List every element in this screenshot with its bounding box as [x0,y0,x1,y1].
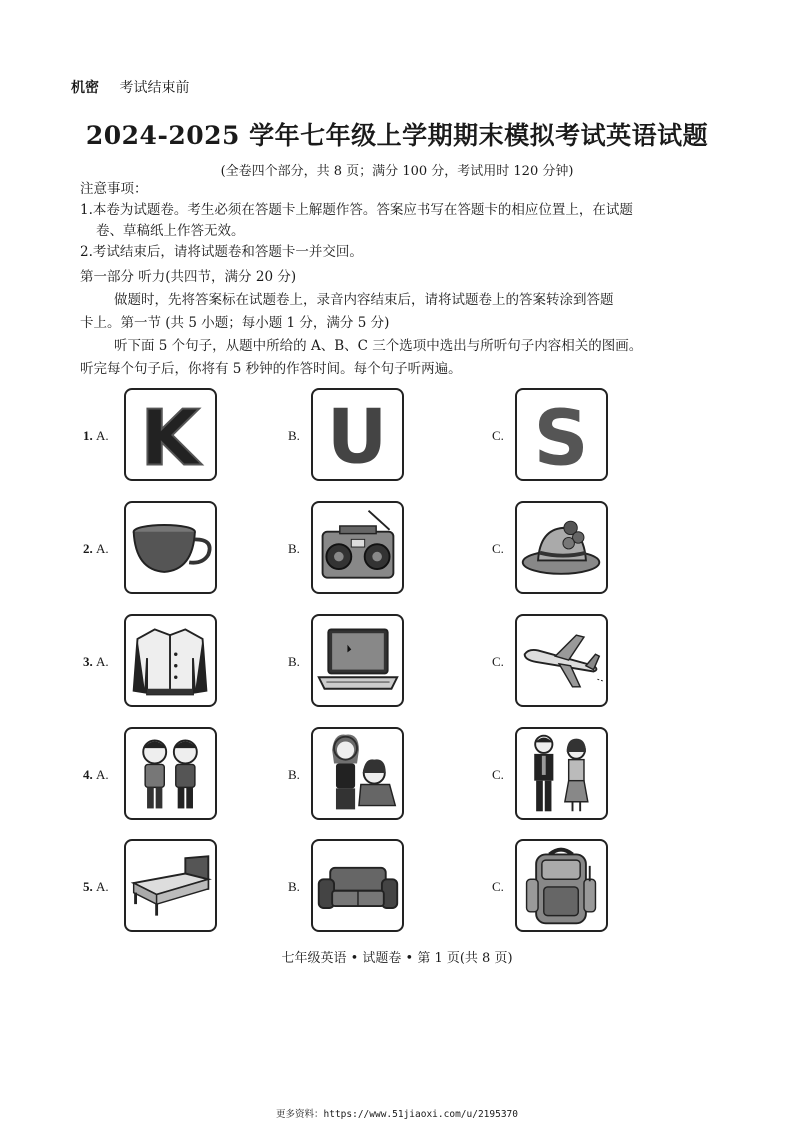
jacket-icon [126,616,215,705]
page-title: 2024-2025 学年七年级上学期期末模拟考试英语试题 [85,121,709,150]
hat-icon [517,503,606,592]
part1-para2-b: 听完每个句子后，你将有 5 秒钟的作答时间。每个句子听两遍。 [80,361,462,377]
q4-option-b-image[interactable] [311,727,404,820]
option-a-label: A. [96,541,109,556]
letter-u-text: U [326,393,388,479]
q2-option-c-image[interactable] [515,501,608,594]
option-a-label: A. [96,767,109,782]
letter-s-icon [517,390,606,479]
option-a-label: A. [96,879,109,894]
q5-option-c-image[interactable] [515,839,608,932]
q2-option-b-image[interactable] [311,501,404,594]
q5-option-b-label: B. [288,879,300,894]
q1-option-a-image[interactable] [124,388,217,481]
notice-heading: 注意事项： [80,181,148,197]
q4-option-c-label: C. [492,767,504,782]
q4-option-b-label: B. [288,767,300,782]
question-number: 2 [83,541,90,556]
question-5-label: 5. A. [83,879,109,894]
letter-k-icon [126,390,215,479]
page-footer: 七年级英语 • 试题卷 • 第 1 页(共 8 页) [281,951,513,966]
q1-option-b-image[interactable] [311,388,404,481]
q2-option-b-label: B. [288,541,300,556]
q5-option-b-image[interactable] [311,839,404,932]
airplane-icon [517,616,606,705]
part1-para1-a: 做题时，先将答案标在试题卷上，录音内容结束后，请将试题卷上的答案转涂到答题 [114,292,614,308]
radio-icon [313,503,402,592]
q1-option-b-label: B. [288,428,300,443]
laptop-icon [313,616,402,705]
cup-icon [126,503,215,592]
bed-icon [126,841,215,930]
question-1-label: 1. A. [83,428,109,443]
notice-item-1: 1.本卷为试题卷。考生必须在答题卡上解题作答。答案应书写在答题卡的相应位置上，在试题 [80,202,633,218]
q3-option-c-label: C. [492,654,504,669]
page-subtitle: (全卷四个部分，共 8 页；满分 100 分，考试用时 120 分钟) [220,164,574,179]
part1-para2-a: 听下面 5 个句子，从题中所给的 A、B、C 三个选项中选出与所听句子内容相关的图画。 [114,338,643,354]
question-number: 5 [83,879,90,894]
part1-para1-b: 卡上。第一节 (共 5 小题；每小题 1 分，满分 5 分) [80,315,390,331]
notice-item-1-cont: 卷、草稿纸上作答无效。 [96,223,245,239]
notice-item-2: 2.考试结束后，请将试题卷和答题卡一并交回。 [80,244,363,260]
q3-option-c-image[interactable] [515,614,608,707]
before-exam-label: 考试结束前 [119,80,190,96]
option-a-label: A. [96,428,109,443]
q5-option-c-label: C. [492,879,504,894]
question-2-label: 2. A. [83,541,109,556]
question-number: 3 [83,654,90,669]
source-link[interactable]: 更多资料：https://www.51jiaoxi.com/u/2195370 [276,1109,518,1120]
secret-label: 机密 [71,80,99,96]
q4-option-a-image[interactable] [124,727,217,820]
q4-option-c-image[interactable] [515,727,608,820]
question-3-label: 3. A. [83,654,109,669]
option-a-label: A. [96,654,109,669]
man-woman-icon [517,729,606,818]
q1-option-c-image[interactable] [515,388,608,481]
two-girls-icon [313,729,402,818]
question-number: 4 [83,767,90,782]
sofa-icon [313,841,402,930]
backpack-icon [517,841,606,930]
question-4-label: 4. A. [83,767,109,782]
q1-option-c-label: C. [492,428,504,443]
letter-s-text: S [533,394,589,479]
header-confidential [71,77,189,97]
q2-option-a-image[interactable] [124,501,217,594]
part1-heading: 第一部分 听力(共四节，满分 20 分) [80,269,297,285]
q2-option-c-label: C. [492,541,504,556]
two-boys-icon [126,729,215,818]
letter-k-text: K [140,394,200,479]
q3-option-a-image[interactable] [124,614,217,707]
q3-option-b-label: B. [288,654,300,669]
letter-u-icon [313,390,402,479]
q3-option-b-image[interactable] [311,614,404,707]
q5-option-a-image[interactable] [124,839,217,932]
question-number: 1 [83,428,90,443]
